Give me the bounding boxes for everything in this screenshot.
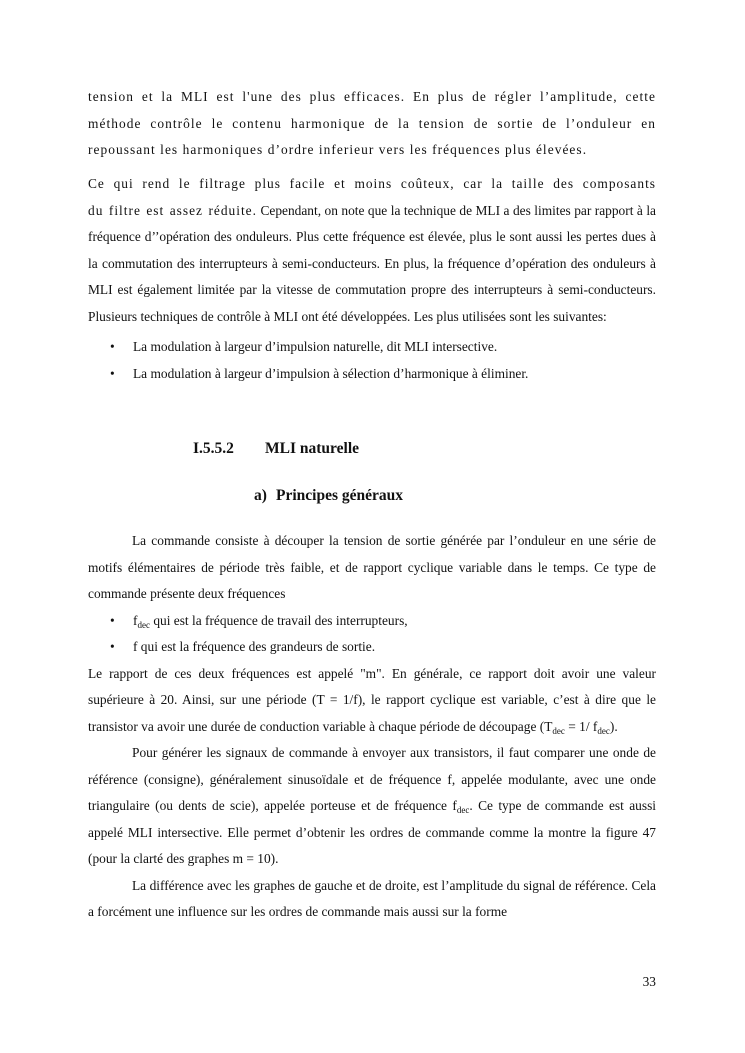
list-item-text: La modulation à largeur d’impulsion naturelle, dit MLI intersective. xyxy=(133,339,498,354)
intro-line-2: méthode contrôle le contenu harmonique de la tension de sortie de l’onduleur en xyxy=(88,115,656,131)
page-number: 33 xyxy=(642,974,656,989)
list-item xyxy=(88,334,656,361)
subsection-number: a) xyxy=(254,487,267,504)
freq-symbol: f xyxy=(133,612,138,628)
subsection-title: Principes généraux xyxy=(276,487,403,504)
ratio-text-end: ). xyxy=(609,718,618,734)
command-paragraph: La commande consiste à découper la tension de sortie générée par l’onduleur en une série de motifs élémentaires de période très faible, et de rapport cyclique variable dans le temps. Ce type de commande présente deux fréquences xyxy=(88,533,656,601)
bullet-icon: • xyxy=(110,339,115,354)
filtering-line-1: Ce qui rend le filtrage plus facile et moins coûteux, car la taille des composants xyxy=(88,176,656,191)
list-item-text: qui est la fréquence de travail des interrupteurs, xyxy=(149,612,408,628)
filtering-line-2: du filtre est assez réduite. xyxy=(88,202,257,218)
filtering-body xyxy=(88,198,656,331)
section-heading xyxy=(193,437,359,461)
ratio-text-mid: = 1/ f xyxy=(564,718,598,734)
freq-subscript: dec xyxy=(597,725,610,736)
list-item-text: f qui est la fréquence des grandeurs de sortie. xyxy=(133,639,376,654)
bullet-icon: • xyxy=(110,612,115,628)
subsection-heading xyxy=(254,484,403,508)
list-item xyxy=(88,634,656,661)
filtering-paragraph xyxy=(88,171,656,387)
intro-paragraph xyxy=(88,84,656,164)
freq-subscript: dec xyxy=(456,805,470,815)
intro-line-1: tension et la MLI est l'une des plus efficaces. En plus de régler l’amplitude, cette xyxy=(88,89,656,104)
intro-line-3: repoussant les harmoniques d’ordre inferieur vers les fréquences plus élevées. xyxy=(88,142,588,157)
list-item xyxy=(88,361,656,388)
bullet-icon: • xyxy=(110,639,115,654)
bullet-icon: • xyxy=(110,365,115,381)
ratio-text: Le rapport de ces deux fréquences est appelé "m". En générale, ce rapport doit avoir une valeur supérieure à 20. Ainsi, sur une période (T = 1/f), le rapport cyclique est variable, c’est à dire que le transistor va avoir une durée de conduction variable à chaque période de découpage (T xyxy=(88,665,656,734)
technique-list xyxy=(88,334,656,387)
section-title: MLI naturelle xyxy=(265,440,359,457)
list-item-text: La modulation à largeur d’impulsion à sélection d’harmonique à éliminer. xyxy=(133,365,529,381)
difference-paragraph: La différence avec les graphes de gauche et de droite, est l’amplitude du signal de référence. Cela a forcément une influence sur les ordres de commande mais aussi sur la forme xyxy=(88,877,656,919)
signal-text: Pour générer les signaux de commande à envoyer aux transistors, il faut comparer une onde de référence (consigne), généralement sinusoïdale et de fréquence f, appelée modulante, avec une onde triangulaire (ou dents de scie), appelée porteuse et de fréquence f xyxy=(88,745,656,813)
ratio-paragraph xyxy=(88,661,656,741)
filtering-rest: Cependant, on note que la technique de MLI a des limites par rapport à la fréquence d’’opération des onduleurs. Plus cette fréquence est élevée, plus le sont aussi les pertes dues à la commutation des interrupteurs à semi-conducteurs. En plus, la fréquence d’opération des onduleurs à MLI est également limitée par la vitesse de commutation propre des interrupteurs à semi-conducteurs. Plusieurs techniques de contrôle à MLI ont été développées. Les plus utilisées sont les suivantes: xyxy=(88,202,656,324)
signal-text-end: . Ce type de commande est aussi appelé MLI intersective. Elle permet d’obtenir les ordres de commande comme la montre la figure 47 (pour la clarté des graphes m = 10). xyxy=(88,798,657,866)
freq-subscript: dec xyxy=(137,619,150,630)
main-body xyxy=(88,528,656,926)
section-number: I.5.5.2 xyxy=(193,440,234,457)
period-subscript: dec xyxy=(552,725,565,736)
list-item xyxy=(88,608,656,635)
frequency-list xyxy=(88,608,656,661)
signal-paragraph xyxy=(88,740,656,873)
